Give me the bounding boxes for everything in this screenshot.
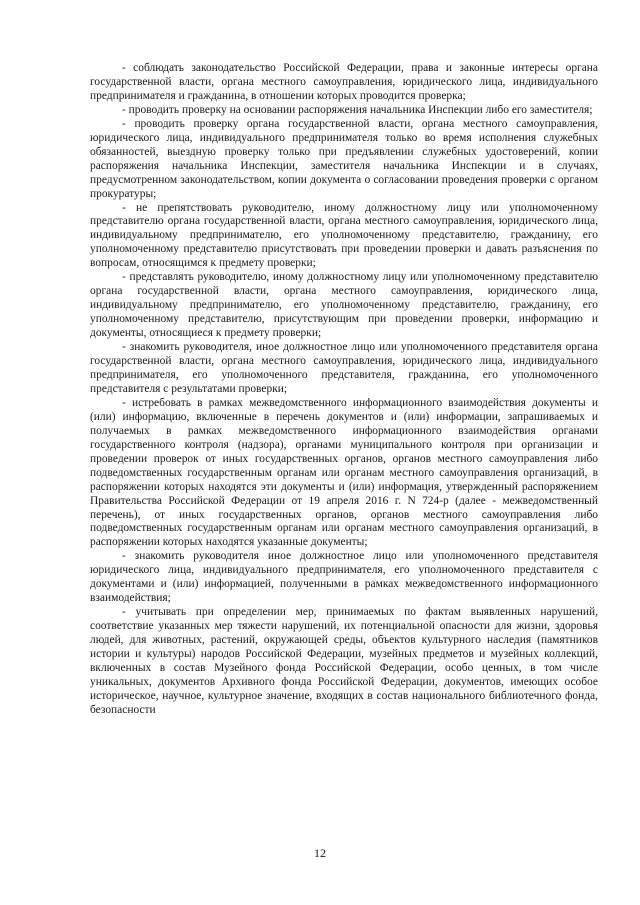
paragraph-obligation-3: - проводить проверку органа государственной власти, органа местного самоуправления, юридического лица, индивидуального предпринимателя только во время исполнения служебных обязанностей, выездную проверку только при предъявлении служебных удостоверений, копии распоряжения начальника Инспекции, заместителя начальника Инспекции и в случаях, предусмотренном законодательством, копии документа о согласовании проведения проверки с органом прокуратуры; — [90, 117, 598, 200]
document-body — [90, 62, 598, 718]
page-number: 12 — [314, 846, 326, 860]
paragraph-obligation-5: - представлять руководителю, иному должностному лицу или уполномоченному представителю органа государственной власти, органа местного самоуправления, юридического лица, индивидуальному предпринимателю, его уполномоченному представителю, гражданину, его уполномоченному представителю, присутствующим при проведении проверки, информацию и документы, относящиеся к предмету проверки; — [90, 271, 598, 340]
paragraph-obligation-9: - учитывать при определении мер, принимаемых по фактам выявленных нарушений, соответствие указанных мер тяжести нарушений, их потенциальной опасности для жизни, здоровья людей, для животных, растений, окружающей среды, объектов культурного наследия (памятников истории и культуры) народов Российской Федерации, музейных предметов и музейных коллекций, включенных в состав Музейного фонда Российской Федерации, особо ценных, в том числе уникальных, документов Архивного фонда Российской Федерации, документов, имеющих особое историческое, научное, культурное значение, входящих в состав национального библиотечного фонда, безопасности — [90, 606, 598, 716]
paragraph-obligation-2: - проводить проверку на основании распоряжения начальника Инспекции либо его заместителя; — [122, 103, 593, 116]
paragraph-obligation-6: - знакомить руководителя, иное должностное лицо или уполномоченного представителя органа государственной власти, органа местного самоуправления, юридического лица, индивидуального предпринимателя, его уполномоченного представителя, гражданина, его уполномоченного представителя с результатами проверки; — [90, 341, 598, 395]
paragraph-obligation-1: - соблюдать законодательство Российской Федерации, права и законные интересы органа государственной власти, органа местного самоуправления, юридического лица, индивидуального предпринимателя и гражданина, в отношении которых проводится проверка; — [90, 62, 598, 102]
paragraph-obligation-4: - не препятствовать руководителю, иному должностному лицу или уполномоченному представителю органа государственной власти, органа местного самоуправления, юридического лица, индивидуальному предпринимателю, его уполномоченному представителю, гражданину, его уполномоченному представителю присутствовать при проведении проверки и давать разъяснения по вопросам, относящимся к предмету проверки; — [90, 201, 598, 270]
paragraph-obligation-8: - знакомить руководителя иное должностное лицо или уполномоченного представителя юридического лица, индивидуального предпринимателя, его уполномоченного представителя с документами и (или) информацией, полученными в рамках межведомственного информационного взаимодействия; — [90, 550, 598, 605]
paragraph-obligation-7: - истребовать в рамках межведомственного информационного взаимодействия документы и (или) информацию, включенные в перечень документов и (или) информации, запрашиваемых и получаемых в рамках межведомственного информационного взаимодействия органами государственного контроля (надзора), органами муниципального контроля при организации и проведении проверок от иных государственных органов, органов местного самоуправления либо подведомственных государственным органам или органам местного самоуправления организаций, в распоряжении которых находятся эти документы и (или) информация, утвержденный распоряжением Правительства Российской Федерации от 19 апреля 2016 г. N 724-р (далее - межведомственный перечень), от иных государственных органов, органов местного самоуправления либо подведомственных государственным органам или органам местного самоуправления организаций, в распоряжении которых находятся указанные документы; — [90, 396, 598, 549]
